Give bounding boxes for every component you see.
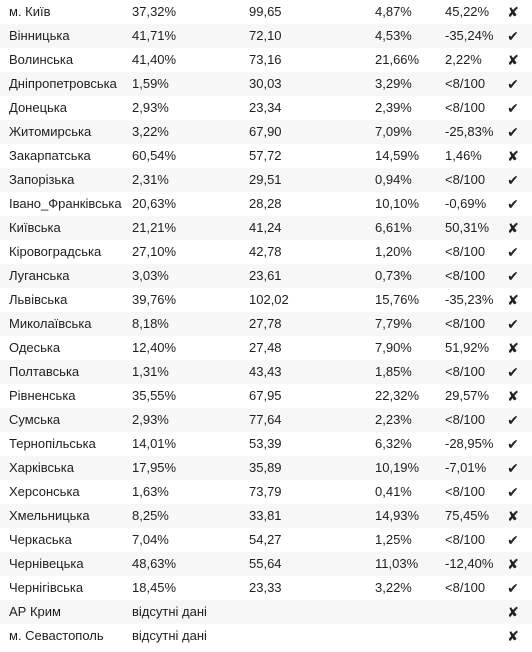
- metric-1: 35,55%: [132, 388, 177, 403]
- region-name: Херсонська: [9, 484, 80, 499]
- cross-icon: ✘: [507, 604, 519, 620]
- table-row: [0, 528, 532, 552]
- region-name: Житомирська: [9, 124, 92, 139]
- cross-icon: ✘: [507, 4, 519, 20]
- region-name: Донецька: [9, 100, 68, 115]
- metric-2: 30,03: [249, 76, 282, 91]
- cross-icon: ✘: [507, 508, 519, 524]
- metric-4: <8/100: [445, 268, 486, 283]
- table-row: [0, 576, 532, 600]
- metric-2: 57,72: [249, 148, 282, 163]
- table-row: [0, 552, 532, 576]
- metric-1: 48,63%: [132, 556, 177, 571]
- region-name: Вінницька: [9, 28, 70, 43]
- metric-3: 0,73%: [375, 268, 412, 283]
- table-row: [0, 192, 532, 216]
- check-icon: ✔: [507, 76, 519, 92]
- region-name: Івано_Франківська: [9, 196, 122, 211]
- region-name: Чернігівська: [9, 580, 84, 595]
- metric-4: 45,22%: [445, 4, 490, 19]
- metric-1: 18,45%: [132, 580, 177, 595]
- metric-3: 3,22%: [375, 580, 412, 595]
- table-row: [0, 144, 532, 168]
- metric-1: 2,93%: [132, 412, 169, 427]
- table-row: [0, 480, 532, 504]
- table-row: [0, 264, 532, 288]
- metric-4: <8/100: [445, 244, 486, 259]
- metric-4: <8/100: [445, 412, 486, 427]
- metric-2: 28,28: [249, 196, 282, 211]
- metric-2: 42,78: [249, 244, 282, 259]
- metric-3: 0,94%: [375, 172, 412, 187]
- metric-2: 29,51: [249, 172, 282, 187]
- region-name: Черкаська: [9, 532, 72, 547]
- table-row: [0, 0, 532, 24]
- region-name: Рівненська: [9, 388, 76, 403]
- metric-2: 23,61: [249, 268, 282, 283]
- metric-4: -12,40%: [445, 556, 494, 571]
- table-row: [0, 312, 532, 336]
- metric-3: 4,53%: [375, 28, 412, 43]
- table-row: [0, 432, 532, 456]
- metric-3: 4,87%: [375, 4, 412, 19]
- metric-3: 6,32%: [375, 436, 412, 451]
- metric-1: 8,18%: [132, 316, 169, 331]
- region-name: АР Крим: [9, 604, 61, 619]
- check-icon: ✔: [507, 580, 519, 596]
- metric-2: 55,64: [249, 556, 282, 571]
- metric-4: <8/100: [445, 532, 486, 547]
- metric-4: <8/100: [445, 172, 486, 187]
- metric-4: -35,23%: [445, 292, 494, 307]
- metric-1: 8,25%: [132, 508, 169, 523]
- metric-3: 7,09%: [375, 124, 412, 139]
- region-name: Закарпатська: [9, 148, 91, 163]
- metric-1: 17,95%: [132, 460, 177, 475]
- cross-icon: ✘: [507, 220, 519, 236]
- check-icon: ✔: [507, 484, 519, 500]
- metric-3: 7,79%: [375, 316, 412, 331]
- metric-2: 53,39: [249, 436, 282, 451]
- metric-2: 35,89: [249, 460, 282, 475]
- metric-4: <8/100: [445, 580, 486, 595]
- metric-4: <8/100: [445, 100, 486, 115]
- region-name: Тернопільська: [9, 436, 96, 451]
- table-row: [0, 624, 532, 648]
- metric-2: 23,33: [249, 580, 282, 595]
- region-name: Харківська: [9, 460, 74, 475]
- check-icon: ✔: [507, 436, 519, 452]
- region-name: Луганська: [9, 268, 70, 283]
- check-icon: ✔: [507, 532, 519, 548]
- metric-1: 41,40%: [132, 52, 177, 67]
- region-name: Запорізька: [9, 172, 75, 187]
- metric-1: 1,59%: [132, 76, 169, 91]
- metric-3: 21,66%: [375, 52, 420, 67]
- region-name: Львівська: [9, 292, 68, 307]
- metric-2: 67,95: [249, 388, 282, 403]
- metric-1: 21,21%: [132, 220, 177, 235]
- metric-3: 22,32%: [375, 388, 420, 403]
- table-row: [0, 600, 532, 624]
- table-row: [0, 240, 532, 264]
- metric-3: 3,29%: [375, 76, 412, 91]
- metric-2: 27,48: [249, 340, 282, 355]
- check-icon: ✔: [507, 172, 519, 188]
- metric-1: 41,71%: [132, 28, 177, 43]
- check-icon: ✔: [507, 364, 519, 380]
- region-name: м. Київ: [9, 4, 51, 19]
- region-name: Одеська: [9, 340, 61, 355]
- metric-1: 7,04%: [132, 532, 169, 547]
- metric-1: 27,10%: [132, 244, 177, 259]
- metric-3: 11,03%: [375, 556, 419, 571]
- cross-icon: ✘: [507, 628, 519, 644]
- metric-1: 1,31%: [132, 364, 169, 379]
- metric-3: 10,10%: [375, 196, 420, 211]
- region-name: Хмельницька: [9, 508, 90, 523]
- metric-4: 50,31%: [445, 220, 490, 235]
- metric-4: -0,69%: [445, 196, 487, 211]
- metric-1: 37,32%: [132, 4, 177, 19]
- metric-4: 1,46%: [445, 148, 482, 163]
- metric-4: -35,24%: [445, 28, 494, 43]
- cross-icon: ✘: [507, 292, 519, 308]
- region-name: Київська: [9, 220, 61, 235]
- metric-3: 0,41%: [375, 484, 412, 499]
- check-icon: ✔: [507, 412, 519, 428]
- region-name: Кіровоградська: [9, 244, 102, 259]
- missing-data-label: відсутні дані: [132, 628, 207, 643]
- check-icon: ✔: [507, 28, 519, 44]
- check-icon: ✔: [507, 316, 519, 332]
- metric-3: 6,61%: [375, 220, 412, 235]
- metric-2: 99,65: [249, 4, 282, 19]
- region-name: Полтавська: [9, 364, 80, 379]
- table-row: [0, 456, 532, 480]
- metric-1: 3,22%: [132, 124, 169, 139]
- metric-4: 51,92%: [445, 340, 490, 355]
- check-icon: ✔: [507, 196, 519, 212]
- table-row: [0, 168, 532, 192]
- metric-1: 1,63%: [132, 484, 169, 499]
- metric-1: 12,40%: [132, 340, 177, 355]
- metric-2: 102,02: [249, 292, 289, 307]
- metric-3: 1,20%: [375, 244, 412, 259]
- metric-4: -28,95%: [445, 436, 494, 451]
- metric-3: 14,93%: [375, 508, 420, 523]
- metric-2: 33,81: [249, 508, 282, 523]
- region-name: Сумська: [9, 412, 61, 427]
- metric-1: 2,93%: [132, 100, 169, 115]
- metric-3: 1,25%: [375, 532, 412, 547]
- metric-2: 23,34: [249, 100, 282, 115]
- table-row: [0, 504, 532, 528]
- table-row: [0, 384, 532, 408]
- metric-1: 3,03%: [132, 268, 169, 283]
- table-row: [0, 288, 532, 312]
- metric-4: <8/100: [445, 76, 486, 91]
- table-row: [0, 96, 532, 120]
- region-name: Чернівецька: [9, 556, 84, 571]
- table-row: [0, 216, 532, 240]
- table-row: [0, 360, 532, 384]
- check-icon: ✔: [507, 460, 519, 476]
- region-name: м. Севастополь: [9, 628, 104, 643]
- metric-3: 7,90%: [375, 340, 412, 355]
- metric-4: 75,45%: [445, 508, 490, 523]
- metric-2: 73,16: [249, 52, 282, 67]
- metric-2: 72,10: [249, 28, 282, 43]
- metric-2: 43,43: [249, 364, 282, 379]
- check-icon: ✔: [507, 268, 519, 284]
- metric-1: 60,54%: [132, 148, 177, 163]
- metric-4: <8/100: [445, 364, 486, 379]
- cross-icon: ✘: [507, 388, 519, 404]
- metric-1: 2,31%: [132, 172, 169, 187]
- metric-3: 15,76%: [375, 292, 420, 307]
- metric-4: -25,83%: [445, 124, 494, 139]
- metric-3: 10,19%: [375, 460, 420, 475]
- metric-2: 73,79: [249, 484, 282, 499]
- metric-3: 1,85%: [375, 364, 412, 379]
- cross-icon: ✘: [507, 148, 519, 164]
- metric-2: 67,90: [249, 124, 282, 139]
- check-icon: ✔: [507, 244, 519, 260]
- missing-data-label: відсутні дані: [132, 604, 207, 619]
- table-row: [0, 408, 532, 432]
- metric-4: 2,22%: [445, 52, 482, 67]
- metric-3: 2,23%: [375, 412, 412, 427]
- metric-3: 14,59%: [375, 148, 420, 163]
- metric-1: 20,63%: [132, 196, 177, 211]
- region-name: Миколаївська: [9, 316, 92, 331]
- table-row: [0, 336, 532, 360]
- cross-icon: ✘: [507, 556, 519, 572]
- metric-3: 2,39%: [375, 100, 412, 115]
- metric-4: -7,01%: [445, 460, 487, 475]
- check-icon: ✔: [507, 100, 519, 116]
- region-name: Волинська: [9, 52, 74, 67]
- metric-4: <8/100: [445, 316, 486, 331]
- table-row: [0, 120, 532, 144]
- cross-icon: ✘: [507, 52, 519, 68]
- metric-2: 27,78: [249, 316, 282, 331]
- metric-2: 41,24: [249, 220, 282, 235]
- table-row: [0, 48, 532, 72]
- metric-2: 54,27: [249, 532, 282, 547]
- cross-icon: ✘: [507, 340, 519, 356]
- metric-2: 77,64: [249, 412, 282, 427]
- table-row: [0, 72, 532, 96]
- metric-1: 39,76%: [132, 292, 177, 307]
- table-row: [0, 24, 532, 48]
- metric-1: 14,01%: [132, 436, 177, 451]
- metric-4: <8/100: [445, 484, 486, 499]
- region-name: Дніпропетровська: [9, 76, 117, 91]
- check-icon: ✔: [507, 124, 519, 140]
- metric-4: 29,57%: [445, 388, 490, 403]
